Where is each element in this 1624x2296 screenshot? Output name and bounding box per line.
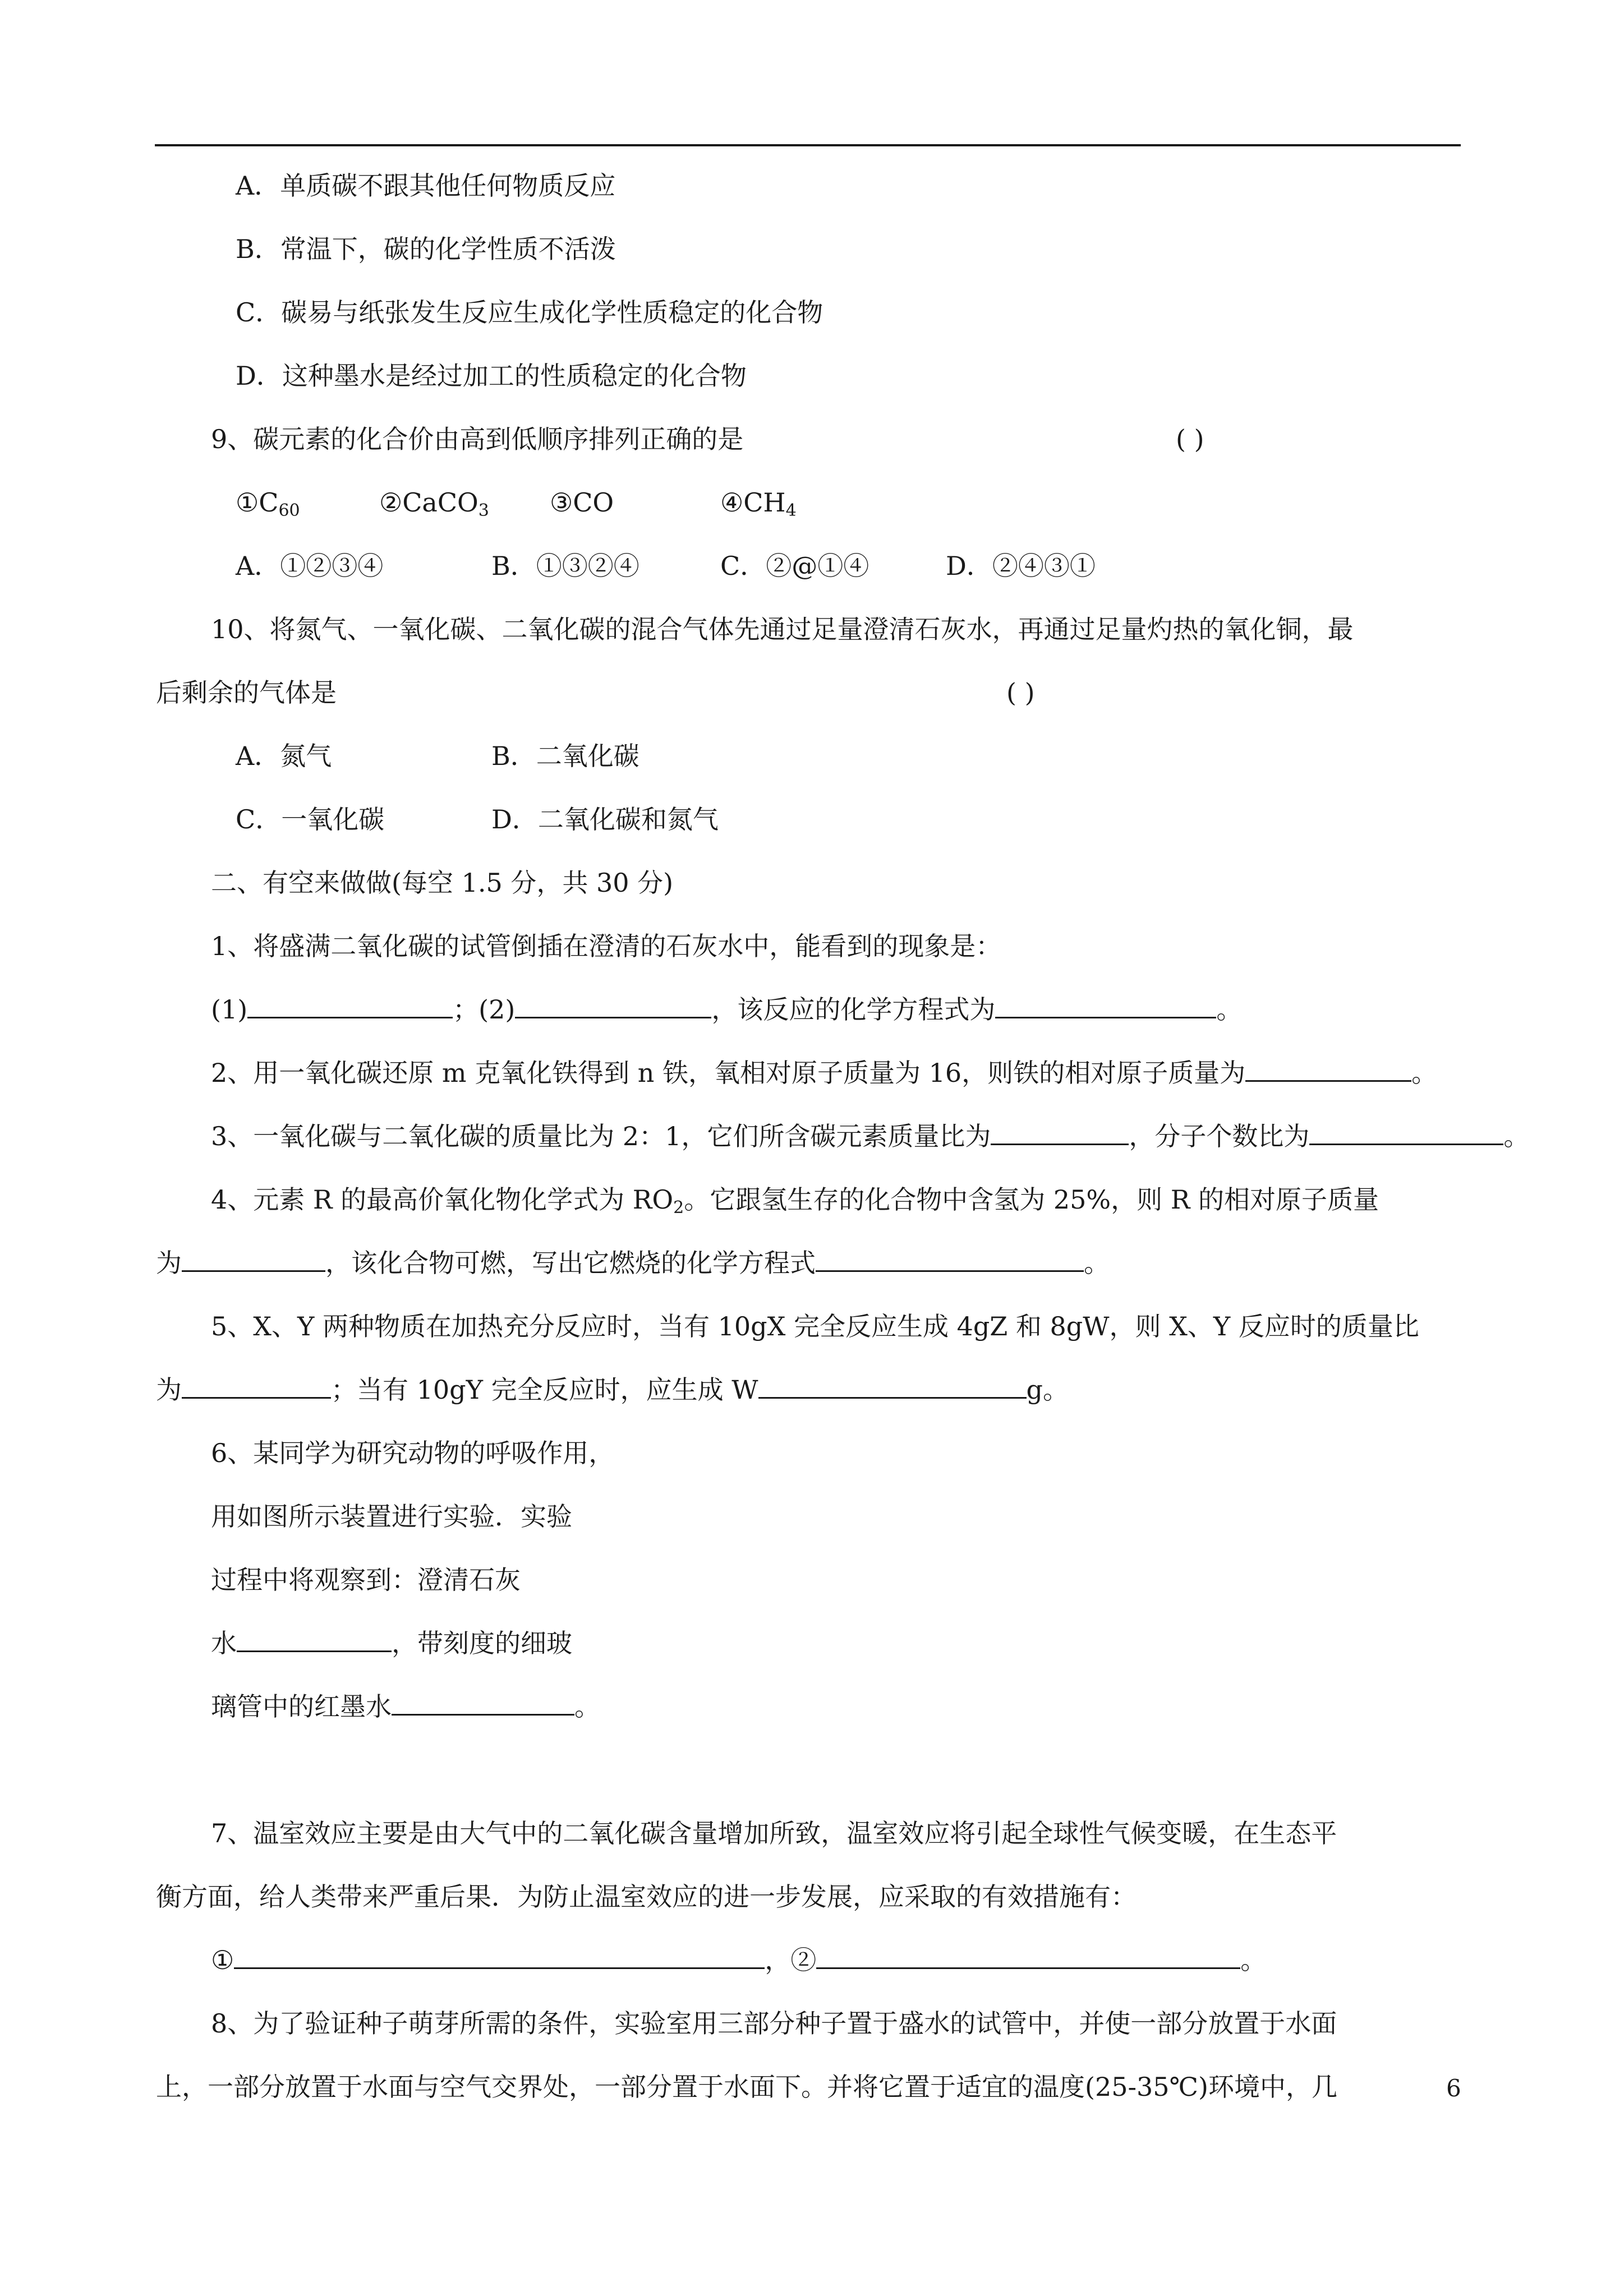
q9-item-2: ②CaCO$_3$ — [379, 487, 489, 520]
answer-blank[interactable] — [182, 1246, 325, 1272]
fill-3: 3、一氧化碳与二氧化碳的质量比为 2：1，它们所含碳元素质量比为 ，分子个数比为 。 — [211, 1119, 1529, 1154]
section-2-heading: 二、有空来做做(每空 1.5 分，共 30 分) — [211, 868, 674, 898]
q9-answer-paren: ( ) — [1176, 424, 1204, 454]
fill-2: 2、用一氧化碳还原 m 克氧化铁得到 n 铁，氧相对原子质量为 16，则铁的相对原子质量为 。 — [211, 1055, 1437, 1090]
answer-blank[interactable] — [816, 1246, 1084, 1272]
fill-5-line-2: 为 ；当有 10gY 完全反应时，应生成 W g。 — [156, 1372, 1069, 1407]
q9-stem: 9、碳元素的化合价由高到低顺序排列正确的是 — [211, 424, 744, 454]
q8-option-c: C．碳易与纸张发生反应生成化学性质稳定的化合物 — [236, 297, 823, 328]
answer-blank[interactable] — [1309, 1119, 1503, 1145]
fill-4-line-1: 4、元素 R 的最高价氧化物化学式为 $RO_2$。它跟氢生存的化合物中含氢为 25%，则 R 的相对原子质量 — [211, 1184, 1379, 1218]
q9-item-3: ③CO — [550, 487, 614, 518]
answer-blank[interactable] — [182, 1372, 331, 1399]
answer-blank[interactable] — [995, 992, 1216, 1018]
fill-4-line-2: 为 ，该化合物可燃，写出它燃烧的化学方程式 。 — [156, 1246, 1110, 1280]
fill-6-line-5: 璃管中的红墨水 。 — [211, 1689, 600, 1724]
answer-blank[interactable] — [816, 1943, 1240, 1969]
q10-option-b: B．二氧化碳 — [491, 741, 640, 771]
fill-7-line-2: 衡方面，给人类带来严重后果．为防止温室效应的进一步发展，应采取的有效措施有： — [156, 1882, 1137, 1912]
fill-1-blanks: (1) ；(2) ，该反应的化学方程式为 。 — [211, 992, 1242, 1027]
header-rule — [155, 144, 1461, 146]
answer-blank[interactable] — [515, 992, 711, 1018]
fill-8-line-1: 8、为了验证种子萌芽所需的条件，实验室用三部分种子置于盛水的试管中，并使一部分放置于水面 — [211, 2008, 1337, 2039]
answer-blank[interactable] — [991, 1119, 1129, 1145]
answer-blank[interactable] — [1245, 1055, 1411, 1082]
fill-5-line-1: 5、X、Y 两种物质在加热充分反应时，当有 10gX 完全反应生成 4gZ 和 8gW，则 X、Y 反应时的质量比 — [211, 1311, 1419, 1341]
answer-blank[interactable] — [234, 1943, 765, 1969]
fill-6-line-3: 过程中将观察到：澄清石灰 — [211, 1565, 521, 1595]
fill-7-blanks: ① ，② 。 — [211, 1943, 1266, 1977]
q10-line-2: 后剩余的气体是 — [156, 677, 337, 708]
answer-blank[interactable] — [247, 992, 453, 1018]
answer-blank[interactable] — [392, 1689, 574, 1716]
q10-option-d: D．二氧化碳和氮气 — [491, 804, 719, 835]
answer-blank[interactable] — [237, 1626, 392, 1652]
fill-1-stem: 1、将盛满二氧化碳的试管倒插在澄清的石灰水中，能看到的现象是： — [211, 931, 1002, 961]
fill-7-line-1: 7、温室效应主要是由大气中的二氧化碳含量增加所致，温室效应将引起全球性气候变暖，在生态平 — [211, 1818, 1337, 1848]
q10-option-c: C．一氧化碳 — [236, 804, 385, 835]
fill-6-line-1: 6、某同学为研究动物的呼吸作用， — [211, 1438, 615, 1468]
fill-6-line-4: 水 ，带刻度的细玻 — [211, 1626, 572, 1661]
answer-blank[interactable] — [758, 1372, 1027, 1399]
q9-item-4: $④CH_4$ — [720, 487, 797, 520]
q10-option-a: A．氮气 — [236, 741, 332, 771]
q8-option-d: D．这种墨水是经过加工的性质稳定的化合物 — [236, 361, 747, 391]
q9-option-c: C．②@①④ — [720, 551, 869, 581]
q10-answer-paren: ( ) — [1006, 677, 1035, 708]
q8-option-a: A．单质碳不跟其他任何物质反应 — [236, 170, 616, 201]
q9-option-a: A．①②③④ — [236, 551, 384, 581]
q9-item-1: $①C_{60}$ — [236, 487, 300, 520]
q9-option-d: D．②④③① — [946, 551, 1096, 581]
q8-option-b: B．常温下，碳的化学性质不活泼 — [236, 234, 616, 264]
q10-line-1: 10、将氮气、一氧化碳、二氧化碳的混合气体先通过足量澄清石灰水，再通过足量灼热的氧化铜，最 — [211, 614, 1354, 644]
fill-8-line-2: 上，一部分放置于水面与空气交界处，一部分置于水面下。并将它置于适宜的温度(25-35℃)环境中，几 — [156, 2072, 1337, 2102]
q9-option-b: B．①③②④ — [491, 551, 640, 581]
fill-6-line-2: 用如图所示装置进行实验．实验 — [211, 1501, 572, 1532]
page-number: 6 — [1446, 2074, 1461, 2102]
